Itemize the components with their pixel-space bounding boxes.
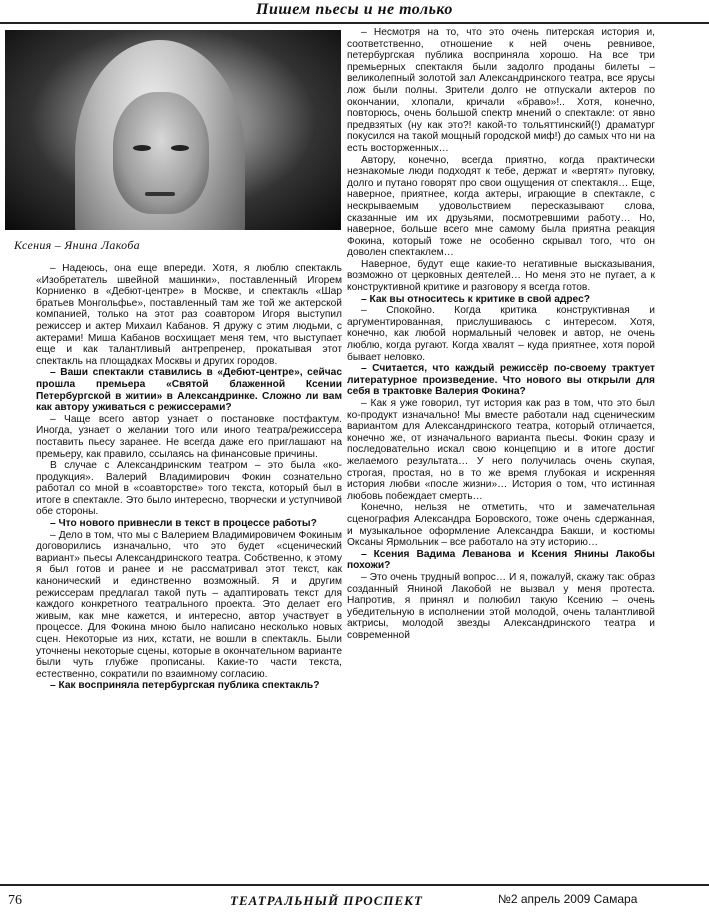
interview-answer: – Это очень трудный вопрос… И я, пожалуй, скажу так: образ созданный Яниной Лакобой не вызвал у меня протеста. Напротив, я принял и полюбил такую Ксению – очень убедительную в исполнении этой молодой, очень талантливой актрисы, молодой звезды Александринского театра и современной xyxy=(347,571,655,641)
interview-answer: Конечно, нельзя не отметить, что и замечательная сценография Александра Боровского, тоже очень сдержанная, и музыкальное оформление Александра Бакши, и костюмы Оксаны Ярмольник – все работало на эту историю… xyxy=(347,502,655,549)
photo-caption: Ксения – Янина Лакоба xyxy=(14,238,140,252)
interview-answer: – Как я уже говорил, тут история как раз в том, что это был ко-продукт изначально! Мы вместе работали над сценическим вариантом для Александринского театра, который отличается, конечно же, от изначального варианта пьесы. Фокин сразу и последовательно искал свою концепцию и в итоге достиг желаемого результата… У него получилась очень скупая, строгая, простая, но в то же время глубокая и искренняя история любви «после жизни»… История о том, что истинная любовь побеждает смерть… xyxy=(347,398,655,502)
interview-question: – Как восприняла петербургская публика спектакль? xyxy=(50,680,320,692)
page-number: 76 xyxy=(8,893,22,908)
interview-question: – Как вы относитесь к критике в свой адрес? xyxy=(361,293,590,305)
page-header-title: Пишем пьесы и не только xyxy=(256,1,453,18)
interview-answer: – Спокойно. Когда критика конструктивная и аргументированная, прислушиваюсь с интересом. Хотя, конечно, как любой нормальный человек и автор, не очень люблю, когда ругают. Когда хвалят – куда приятнее, хотя порой бывает неловко. xyxy=(347,305,655,363)
footer-rule xyxy=(0,884,709,886)
actress-photo xyxy=(5,30,341,230)
interview-answer: – Дело в том, что мы с Валерием Владимировичем Фокиным договорились изначально, что это будет «сценический вариант» пьесы Александринского театра. Собственно, к этому я был готов и ранее и не рассматривал этот текст, как канонический и единственно возможный. Я и другим режиссерам предлагал такой путь – адаптировать текст для каждого конкретного театрального проекта. Это делает его живым, как мне кажется, и интересно, автор участвует в процессе. Для Фокина мною было написано несколько новых сцен. Некоторые из них, кстати, не вошли в спектакль. Были уточнены некоторые сцены, которые в окончательном варианте были чуть глубже прописаны. Какие-то части текста, естественно, сократили по взаимному согласию. xyxy=(36,529,342,680)
header-rule xyxy=(0,22,709,24)
article-column-right xyxy=(347,27,655,641)
interview-answer: – Надеюсь, она еще впереди. Хотя, я люблю спектакль «Изобретатель швейной машинки», поставленный Игорем Корниенко в «Дебют-центре» в Москве, и спектакль «Шар братьев Монгольфье», поставленный там же той же актерской компанией, только на этот раз соавтором Игоря выступил режиссер и актер Михаил Кабанов. Я дружу с этим людьми, с актерами! Миша Кабанов восхищает меня тем, что выступает еще и как талантливый антрепренер, прокатывая этот спектакль на площадках Москвы и других городов. xyxy=(36,263,342,367)
interview-answer: Наверное, будут еще какие-то негативные высказывания, возможно от церковных деятелей… Но меня это не пугает, а к конструктивной критике и разговору я всегда готов. xyxy=(347,258,655,294)
interview-question: – Считается, что каждый режиссёр по-своему трактует литературное произведение. Что нового вы открыли для себя в трактовке Валерия Фокина? xyxy=(347,363,655,398)
interview-answer: – Несмотря на то, что это очень питерская история и, соответственно, отношение к ней очень ревнивое, петербургская публика восприняла хорошо. На все три премьерных спектакля были задолго проданы билеты – великолепный золотой зал Александринского театра, все ярусы лож были полны. Зрители долго не отпускали актеров по окончании, хлопали, кричали «браво»!.. Хотя, конечно, повторюсь, очень большой спектр мнений о спектакле: от явно предвзятых (ну как это?! какой-то тольяттинский(!) драматург покусился на такой мощный городской миф!) до самых что ни на есть восторженных… xyxy=(347,27,655,154)
issue-info: №2 апрель 2009 Самара xyxy=(498,892,638,906)
interview-question: – Ксения Вадима Леванова и Ксения Янины Лакобы похожи? xyxy=(347,548,655,572)
magazine-logo: ТЕАТРАЛЬНЫЙ ПРОСПЕКТ xyxy=(230,893,423,908)
article-column-left xyxy=(36,263,342,692)
interview-question: – Что нового привнесли в текст в процессе работы? xyxy=(50,518,317,530)
interview-answer: В случае с Александринским театром – это была «ко-продукция». Валерий Владимирович Фокин сознательно работал со мной в «соавторстве» того текста, который был в итоге в спектакле. Это было интересно, творчески и уступчивой обе стороны. xyxy=(36,460,342,518)
interview-question: – Ваши спектакли ставились в «Дебют-центре», сейчас прошла премьера «Святой блаженной Ксении Петербургской в житии» в Александринке. Сложно ли вам как автору уживаться с режиссерами? xyxy=(36,367,342,414)
interview-answer: – Чаще всего автор узнает о постановке постфактум. Иногда, узнает о желании того или иного театра/режиссера поставить пьесу заранее. Не всегда даже его приглашают на премьеру, как правило, ссылаясь на финансовые причины. xyxy=(36,413,342,460)
interview-answer: Автору, конечно, всегда приятно, когда практически незнакомые люди подходят к тебе, держат и «вертят» пуговку, долго и путано говорят про свои ощущения от спектакля… Еще, наверное, приятнее, когда актеры, играющие в спектакле, с нескрываемым удовольствием пересказывают слова, сказанные им их друзьями, посмотревшими работу… Но, наверное, больше всего мне самому была приятна реакция Фокина, который тоже не особенно скрывал того, что он доволен спектаклем… xyxy=(347,154,655,259)
